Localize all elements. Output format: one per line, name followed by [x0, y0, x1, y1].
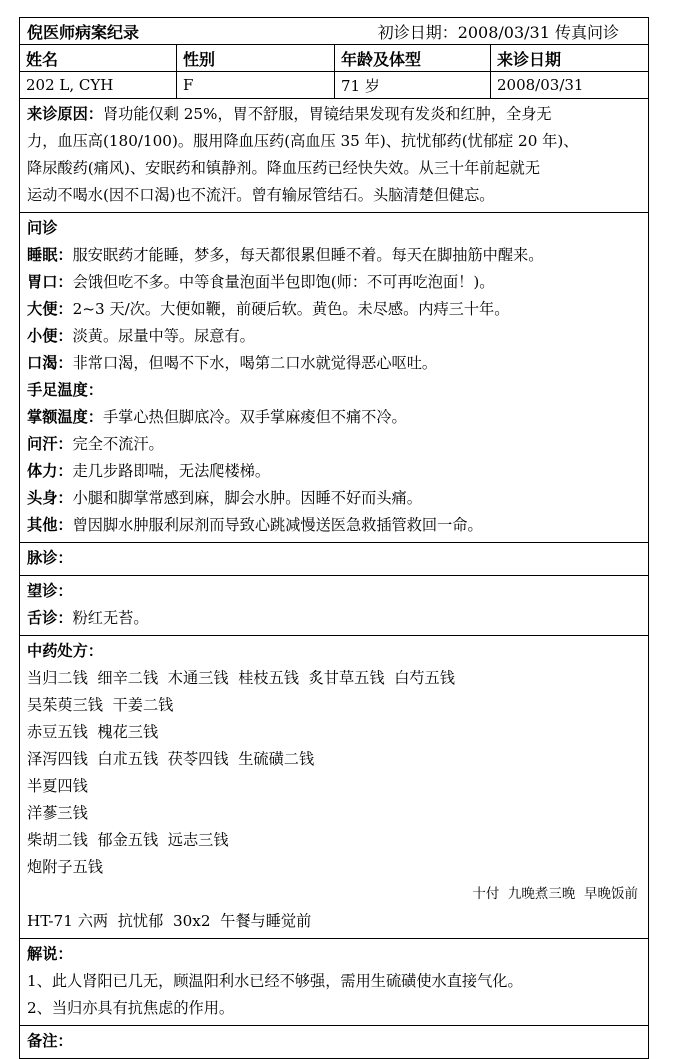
- herb-line: 洋蔘三钱: [27, 804, 88, 822]
- notes-section: [20, 1026, 648, 1058]
- inquiry-item: 大便：2~3 天/次。大便如鞭，前硬后软。黄色。未尽感。内痔三十年。: [27, 300, 510, 318]
- explanation-heading: 解说：: [27, 945, 73, 963]
- explanation-line: 1、此人肾阳已几无，顾温阳利水已经不够强，需用生硫磺使水直接气化。: [27, 972, 523, 990]
- herb-line: 赤豆五钱 槐花三钱: [27, 723, 159, 741]
- herb-line: 当归二钱 细辛二钱 木通三钱 桂枝五钱 炙甘草五钱 白芍五钱: [27, 669, 455, 687]
- herb-line: 泽泻四钱 白朮五钱 茯苓四钱 生硫磺二钱: [27, 750, 315, 768]
- inquiry-heading: 问诊: [27, 219, 58, 237]
- herb-line: 半夏四钱: [27, 777, 88, 795]
- age-value: 71 岁: [335, 72, 491, 98]
- reason-line: 降尿酸药(痛风)、安眠药和镇静剂。降血压药已经快失效。从三十年前起就无: [27, 159, 541, 177]
- dosage-instruction: 十付 九晚煮三晚 早晚饭前: [472, 886, 638, 902]
- inquiry-item: 头身：小腿和脚掌常感到麻，脚会水肿。因睡不好而头痛。: [27, 489, 422, 507]
- inquiry-section: [20, 213, 648, 543]
- prescription-section: [20, 636, 648, 939]
- inquiry-item: 问汗：完全不流汗。: [27, 435, 164, 453]
- pulse-label: 脉诊：: [27, 549, 73, 567]
- reason-line: 力，血压高(180/100)。服用降血压药(高血压 35 年)、抗忧郁药(忧郁症 20 年)、: [27, 132, 579, 150]
- visit-date-value: 2008/03/31: [497, 76, 584, 94]
- reason-section: [20, 99, 648, 213]
- first-visit-date: 初诊日期：2008/03/31 传真问诊: [377, 22, 619, 42]
- explanation-line: 2、当归亦具有抗焦虑的作用。: [27, 999, 235, 1017]
- inquiry-item: 口渴：非常口渴，但喝不下水，喝第二口水就觉得恶心呕吐。: [27, 354, 438, 372]
- herb-line: 柴胡二钱 郁金五钱 远志三钱: [27, 831, 229, 849]
- extra-prescription: HT-71 六两 抗忧郁 30x2 午餐与睡觉前: [27, 912, 312, 930]
- observation-section: [20, 576, 648, 636]
- inquiry-item: 手足温度：: [27, 381, 103, 399]
- inquiry-item: 其他：曾因脚水肿服利尿剂而导致心跳减慢送医急救插管救回一命。: [27, 516, 483, 534]
- gender-value: F: [177, 72, 335, 98]
- herb-line: 炮附子五钱: [27, 858, 103, 876]
- reason-line: 来诊原因：肾功能仅剩 25%，胃不舒服，胃镜结果发现有发炎和红肿，全身无: [27, 105, 552, 123]
- explanation-section: [20, 939, 648, 1026]
- inquiry-item: 掌额温度：手掌心热但脚底冷。双手掌麻痠但不痛不冷。: [27, 408, 407, 426]
- inquiry-item: 体力：走几步路即喘，无法爬楼梯。: [27, 462, 270, 480]
- pulse-section: [20, 543, 648, 576]
- inquiry-item: 睡眠：服安眠药才能睡，梦多，每天都很累但睡不着。每天在脚抽筋中醒来。: [27, 246, 544, 264]
- inquiry-item: 胃口：会饿但吃不多。中等食量泡面半包即饱(师：不可再吃泡面！)。: [27, 273, 495, 291]
- record-title: 倪医师病案纪录: [27, 22, 140, 42]
- info-header-row: [20, 45, 648, 72]
- age-header: 年龄及体型: [335, 45, 491, 71]
- info-value-row: [20, 72, 648, 99]
- observation-heading: 望诊：: [27, 582, 73, 600]
- case-record-table: [19, 17, 649, 1059]
- inquiry-item: 小便：淡黄。尿量中等。尿意有。: [27, 327, 255, 345]
- title-row: [20, 18, 648, 45]
- reason-line: 运动不喝水(因不口渴)也不流汗。曾有输尿管结石。头脑清楚但健忘。: [27, 186, 495, 204]
- reason-label: 来诊原因：: [27, 105, 103, 123]
- tongue-line: 舌诊：粉红无苔。: [27, 609, 149, 627]
- visit-date-header: 来诊日期: [497, 49, 562, 69]
- prescription-heading: 中药处方：: [27, 642, 103, 660]
- notes-label: 备注：: [27, 1032, 73, 1050]
- gender-header: 性别: [177, 45, 335, 71]
- name-value: 202 L, CYH: [20, 72, 177, 98]
- herb-line: 吴茱萸三钱 干姜二钱: [27, 696, 174, 714]
- name-header: 姓名: [20, 45, 177, 71]
